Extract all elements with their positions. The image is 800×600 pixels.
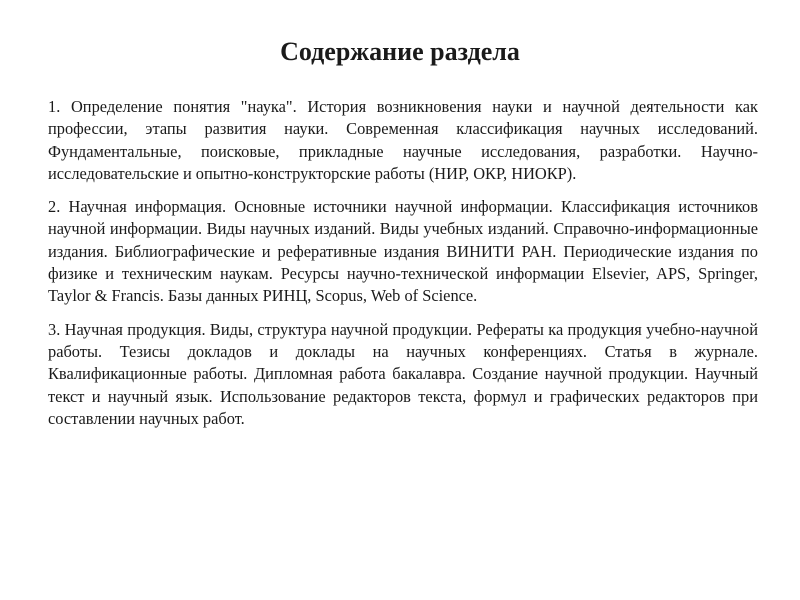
slide-title: Содержание раздела xyxy=(280,37,520,66)
slide-content xyxy=(48,96,758,441)
section-paragraph-2: 2. Научная информация. Основные источники научной информации. Классификация источников научной информации. Виды научных изданий. Виды учебных изданий. Справочно-информационные издания. Библиографические и реферативные издания ВИНИТИ РАН. Периодические издания по физике и техническим наукам. Ресурсы научно-технической информации Elsevier, APS, Springer, Taylor & Francis. Базы данных РИНЦ, Scopus, Web of Science. xyxy=(48,197,758,306)
section-paragraph-1: 1. Определение понятия "наука". История возникновения науки и научной деятельности как профессии, этапы развития науки. Современная классификация научных исследований. Фундаментальные, поисковые, прикладные научные исследования, разработки. Научно-исследовательские и опытно-конструкторские работы (НИР, ОКР, НИОКР). xyxy=(48,97,758,183)
section-paragraph-3: 3. Научная продукция. Виды, структура научной продукции. Рефераты ка продукция учебно-научной работы. Тезисы докладов и доклады на научных конференциях. Статья в журнале. Квалификационные работы. Дипломная работа бакалавра. Создание научной продукции. Научный текст и научный язык. Использование редакторов текста, формул и графических редакторов при составлении научных работ. xyxy=(48,319,758,428)
